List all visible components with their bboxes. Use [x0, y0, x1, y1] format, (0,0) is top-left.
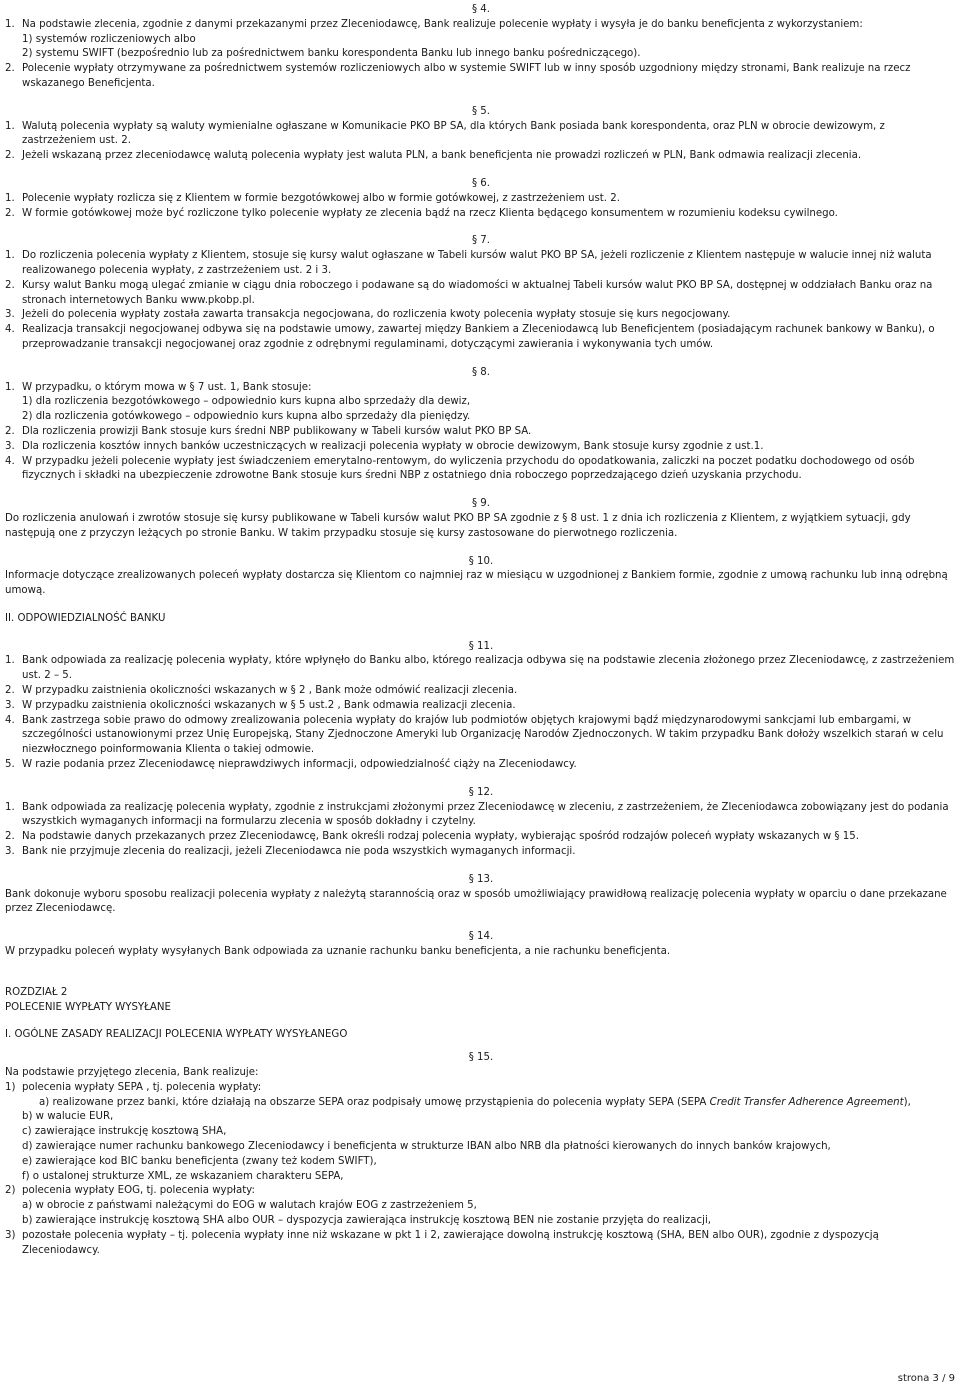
- point-text: Jeżeli do polecenia wypłaty została zawarta transakcja negocjowana, do rozliczenia kwoty polecenia wypłaty stosuje się kurs negocjowany.: [22, 309, 731, 321]
- point-number: 4.: [5, 455, 15, 467]
- section-15-header: § 15.: [468, 1052, 494, 1064]
- point-number: 1.: [5, 18, 15, 30]
- section-7-point-2: [5, 279, 957, 309]
- point-number: 4.: [5, 324, 15, 336]
- point-number: 2.: [5, 63, 15, 75]
- section-8-point-2: [5, 425, 957, 440]
- point-number: 1.: [5, 192, 15, 204]
- heading-general-rules: I. OGÓLNE ZASADY REALIZACJI POLECENIA WYPŁATY WYSYŁANEGO: [5, 1029, 348, 1041]
- list-item: 1) systemów rozliczeniowych albo: [22, 33, 196, 45]
- list-item: c) zawierające instrukcję kosztową SHA,: [22, 1126, 227, 1138]
- section-12-point-2: [5, 830, 957, 845]
- point-number: 3.: [5, 699, 15, 711]
- point-text: Realizacja transakcji negocjowanej odbywa się na podstawie umowy, zawartej między Bankiem a Zleceniodawcą lub Beneficjentem (posiadającym rachunek bankowy w Banku), o przeprowadzanie transakcji negocjowanej oraz zgodnie z odrębnymi regulaminami, dotyczącymi zawierania i wykonywania tych umów.: [22, 324, 935, 350]
- point-number: 3.: [5, 846, 15, 858]
- section-6-point-1: [5, 192, 957, 207]
- section-15-intro: Na podstawie przyjętego zlecenia, Bank realizuje:: [5, 1067, 259, 1079]
- section-7-point-4: [5, 323, 957, 353]
- point-number: 1.: [5, 381, 15, 393]
- section-4-point-2: [5, 62, 957, 92]
- section-12-point-1: [5, 801, 957, 831]
- section-11-point-2: [5, 684, 957, 699]
- point-number: 1.: [5, 801, 15, 813]
- section-5-point-1: [5, 120, 957, 150]
- point-number: 4.: [5, 714, 15, 726]
- point-number: 3.: [5, 440, 15, 452]
- list-item: 1) dla rozliczenia bezgotówkowego – odpowiednio kurs kupna albo sprzedaży dla dewiz,: [22, 396, 471, 408]
- section-11-point-3: [5, 699, 957, 714]
- point-number: 2.: [5, 425, 15, 437]
- point-number: 1.: [5, 250, 15, 262]
- section-13-text: Bank dokonuje wyboru sposobu realizacji polecenia wypłaty z należytą starannością oraz w sposób umożliwiający prawidłową realizację polecenia wypłaty w oparciu o dane przekazane przez Zleceniodawcę.: [5, 888, 947, 915]
- point-number: 1): [5, 1081, 16, 1093]
- point-text: Bank nie przyjmuje zlecenia do realizacji, jeżeli Zleceniodawca nie poda wszystkich wymaganych informacji.: [22, 846, 576, 858]
- point-text: polecenia wypłaty SEPA , tj. polecenia wypłaty:: [22, 1081, 262, 1093]
- heading-bank-liability: II. ODPOWIEDZIALNOŚĆ BANKU: [5, 612, 166, 624]
- list-item: 2) dla rozliczenia gotówkowego – odpowiednio kurs kupna albo sprzedaży dla pieniędzy.: [22, 411, 471, 423]
- list-item: b) zawierające instrukcję kosztową SHA albo OUR – dyspozycja zawierająca instrukcję kosztową BEN nie zostanie przyjęta do realizacji,: [22, 1214, 712, 1226]
- point-number: 5.: [5, 759, 15, 771]
- section-11-header: § 11.: [468, 640, 494, 652]
- section-7-point-1: [5, 249, 957, 279]
- page-number: strona 3 / 9: [897, 1373, 955, 1384]
- point-text: pozostałe polecenia wypłaty – tj. polecenia wypłaty inne niż wskazane w pkt 1 i 2, zawierające dowolną instrukcję kosztową (SHA, BEN albo OUR), zgodnie z dyspozycją Zleceniodawcy.: [22, 1229, 879, 1256]
- section-11-point-1: [5, 654, 957, 684]
- chapter-label: ROZDZIAŁ 2: [5, 986, 68, 998]
- point-text: Na podstawie danych przekazanych przez Zleceniodawcę, Bank określi rodzaj polecenia wypłaty, wybierając spośród rodzajów poleceń wypłaty wskazanych w § 15.: [22, 831, 859, 843]
- section-13-header: § 13.: [468, 873, 494, 885]
- point-number: 2.: [5, 279, 15, 291]
- section-5-header: § 5.: [471, 105, 491, 117]
- section-11-point-4: [5, 714, 957, 758]
- point-text: Jeżeli wskazaną przez zleceniodawcę walutą polecenia wypłaty jest waluta PLN, a bank beneficjenta nie prowadzi rozliczeń w PLN, Bank odmawia realizacji zlecenia.: [22, 150, 862, 162]
- chapter-title: POLECENIE WYPŁATY WYSYŁANE: [5, 1001, 171, 1013]
- point-number: 1.: [5, 655, 15, 667]
- point-text: Dla rozliczenia kosztów innych banków uczestniczących w realizacji polecenia wypłaty w obrocie dewizowym, Bank stosuje kursy zgodnie z ust.1.: [22, 440, 764, 452]
- point-text: W przypadku zaistnienia okoliczności wskazanych w § 5 ust.2 , Bank odmawia realizacji zlecenia.: [22, 699, 516, 711]
- point-text: Bank odpowiada za realizację polecenia wypłaty, zgodnie z instrukcjami złożonymi przez Zleceniodawcę w zleceniu, z zastrzeżeniem, że Zleceniodawca zobowiązany jest do podania wszystkich wymaganych informacji na formularzu zlecenia w sposób dokładny i czytelny.: [22, 801, 949, 828]
- section-15-point-1: [5, 1081, 957, 1185]
- point-text: W razie podania przez Zleceniodawcę nieprawdziwych informacji, odpowiedzialność ciąży na Zleceniodawcy.: [22, 759, 577, 771]
- list-item: a) w obrocie z państwami należącymi do EOG w walutach krajów EOG z zastrzeżeniem 5,: [22, 1200, 477, 1212]
- section-6-point-2: [5, 207, 957, 222]
- list-item: 2) systemu SWIFT (bezpośrednio lub za pośrednictwem banku korespondenta Banku lub innego banku pośredniczącego).: [22, 48, 641, 60]
- list-item: f) o ustalonej strukturze XML, ze wskazaniem charakteru SEPA,: [22, 1170, 344, 1182]
- point-number: 3.: [5, 309, 15, 321]
- section-4-point-1: [5, 18, 957, 62]
- section-8-header: § 8.: [471, 366, 491, 378]
- point-number: 2.: [5, 207, 15, 219]
- section-7-header: § 7.: [471, 235, 491, 247]
- point-text: W przypadku zaistnienia okoliczności wskazanych w § 2 , Bank może odmówić realizacji zlecenia.: [22, 685, 518, 697]
- point-text: Polecenie wypłaty rozlicza się z Klientem w formie bezgotówkowej albo w formie gotówkowej, z zastrzeżeniem ust. 2.: [22, 192, 620, 204]
- point-number: 2): [5, 1185, 16, 1197]
- section-14-text: W przypadku poleceń wypłaty wysyłanych Bank odpowiada za uznanie rachunku banku beneficjenta, a nie rachunku beneficjenta.: [5, 946, 671, 958]
- list-item: e) zawierające kod BIC banku beneficjenta (zwany też kodem SWIFT),: [22, 1155, 377, 1167]
- list-item: b) w walucie EUR,: [22, 1111, 114, 1123]
- section-6-header: § 6.: [471, 177, 491, 189]
- section-10-text: Informacje dotyczące zrealizowanych poleceń wypłaty dostarcza się Klientom co najmniej raz w miesiącu w uzgodnionej z Bankiem formie, zgodnie z umową rachunku lub inną odrębną umową.: [5, 570, 948, 597]
- section-15-point-3: [5, 1229, 957, 1259]
- point-text: W przypadku jeżeli polecenie wypłaty jest świadczeniem emerytalno-rentowym, do wyliczenia przychodu do opodatkowania, zaliczki na poczet podatku dochodowego od osób fizycznych i składki na ubezpieczenie zdrowotne Bank stosuje kurs średni NBP z ostatniego dnia roboczego poprzedzającego dzień uzyskania przychodu.: [22, 455, 915, 482]
- list-item: a) realizowane przez banki, które działają na obszarze SEPA oraz podpisały umowę przystąpienia do polecenia wypłaty SEPA (SEPA Credit Transfer Adherence Agreement),: [39, 1096, 911, 1108]
- point-number: 2.: [5, 150, 15, 162]
- document-content: [5, 3, 957, 1258]
- section-8-point-1: [5, 381, 957, 425]
- section-4-header: § 4.: [471, 4, 491, 15]
- point-text: Bank odpowiada za realizację polecenia wypłaty, które wpłynęło do Banku albo, którego realizacja odbywa się na podstawie zlecenia złożonego przez Zleceniodawcę, z zastrzeżeniem ust. 2 – 5.: [22, 655, 955, 682]
- point-number: 2.: [5, 685, 15, 697]
- point-number: 3): [5, 1229, 16, 1241]
- point-text: W przypadku, o którym mowa w § 7 ust. 1, Bank stosuje:: [22, 381, 312, 393]
- point-text: Do rozliczenia polecenia wypłaty z Klientem, stosuje się kursy walut ogłaszane w Tabeli kursów walut PKO BP SA, jeżeli rozliczenie z Klientem następuje w walucie innej niż waluta realizowanego polecenia wypłaty, z zastrzeżeniem ust. 2 i 3.: [22, 250, 932, 276]
- section-10-header: § 10.: [468, 555, 494, 567]
- section-5-point-2: [5, 149, 957, 164]
- point-text: Dla rozliczenia prowizji Bank stosuje kurs średni NBP publikowany w Tabeli kursów walut PKO BP SA.: [22, 425, 532, 437]
- section-8-point-4: [5, 455, 957, 485]
- section-7-point-3: [5, 308, 957, 323]
- point-text: W formie gotówkowej może być rozliczone tylko polecenie wypłaty ze zlecenia bądź na rzecz Klienta będącego konsumentem w rozumieniu kodeksu cywilnego.: [22, 207, 838, 219]
- point-text: Bank zastrzega sobie prawo do odmowy zrealizowania polecenia wypłaty do krajów lub podmiotów objętych krajowymi bądź międzynarodowymi sankcjami lub embargami, w szczególności ustanowionymi przez Unię Europejską, Stany Zjednoczone Ameryki lub Organizację Narodów Zjednoczonych. W takim przypadku Bank dołoży wszelkich starań w celu niezwłocznego poinformowania Klienta o takiej odmowie.: [22, 714, 944, 756]
- section-12-point-3: [5, 845, 957, 860]
- point-text: polecenia wypłaty EOG, tj. polecenia wypłaty:: [22, 1185, 255, 1197]
- section-8-point-3: [5, 440, 957, 455]
- list-item: d) zawierające numer rachunku bankowego Zleceniodawcy i beneficjenta w strukturze IBAN albo NRB dla płatności kierowanych do innych banków krajowych,: [22, 1141, 831, 1152]
- point-number: 1.: [5, 120, 15, 132]
- section-9-header: § 9.: [471, 498, 491, 510]
- section-15-point-2: [5, 1184, 957, 1228]
- point-text: Kursy walut Banku mogą ulegać zmianie w ciągu dnia roboczego i podawane są do wiadomości w aktualnej Tabeli kursów walut PKO BP SA, dostępnej w oddziałach Banku oraz na stronach internetowych Banku www.pkobp.pl.: [22, 279, 933, 306]
- point-text: Na podstawie zlecenia, zgodnie z danymi przekazanymi przez Zleceniodawcę, Bank realizuje polecenie wypłaty i wysyła je do banku beneficjenta z wykorzystaniem:: [22, 18, 863, 30]
- point-number: 2.: [5, 831, 15, 843]
- point-text: Walutą polecenia wypłaty są waluty wymienialne ogłaszane w Komunikacie PKO BP SA, dla których Bank posiada bank korespondenta, oraz PLN w obrocie dewizowym, z zastrzeżeniem ust. 2.: [22, 120, 885, 147]
- section-9-text: Do rozliczenia anulowań i zwrotów stosuje się kursy publikowane w Tabeli kursów walut PKO BP SA zgodnie z § 8 ust. 1 z dnia ich rozliczenia z Klientem, z wyjątkiem sytuacji, gdy następują one z przyczyn leżących po stronie Banku. W takim przypadku stosuje się kursy zastosowane do pierwotnego rozliczenia.: [5, 512, 911, 539]
- point-text: Polecenie wypłaty otrzymywane za pośrednictwem systemów rozliczeniowych albo w systemie SWIFT lub w inny sposób uzgodniony między stronami, Bank realizuje na rzecz wskazanego Beneficjenta.: [22, 63, 911, 89]
- section-14-header: § 14.: [468, 931, 494, 943]
- section-11-point-5: [5, 758, 957, 773]
- section-12-header: § 12.: [468, 786, 494, 798]
